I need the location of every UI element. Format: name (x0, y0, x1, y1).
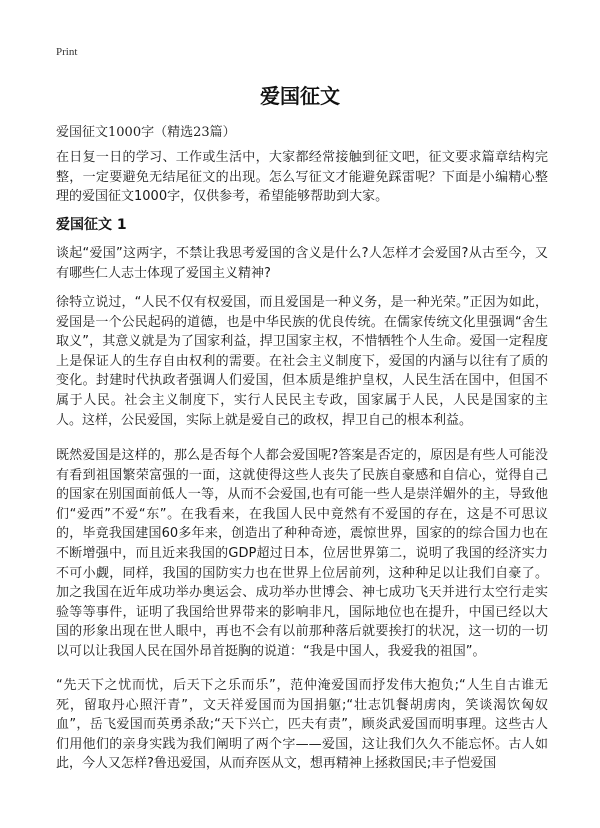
body-paragraph: 徐特立说过，“人民不仅有权爱国，而且爱国是一种义务，是一种光荣。”正因为如此，爱国是一个公民起码的道德，也是中华民族的优良传统。在儒家传统文化里强调“舍生取义”，其意义就是为了国家利益，捍卫国家主权，不惜牺牲个人生命。爱国一定程度上是保证人的生存自由权利的需要。在社会主义制度下，爱国的内涵与以往有了质的变化。封建时代执政者强调人们爱国，但本质是维护皇权，人民生活在国中，但国不属于人民。社会主义制度下，实行人民民主专政，国家属于人民，人民是国家的主人。这样，公民爱国，实际上就是爱自己的政权，捍卫自己的根本利益。 (56, 295, 548, 428)
body-paragraph: 谈起“爱国”这两字，不禁让我思考爱国的含义是什么?人怎样才会爱国?从古至今，又有哪些仁人志士体现了爱国主义精神? (56, 246, 548, 281)
body-paragraph: “先天下之忧而忧，后天下之乐而乐”，范仲淹爱国而抒发伟大抱负;“人生自古谁无死，留取丹心照汗青”，文天祥爱国而为国捐躯;“壮志饥餐胡虏肉，笑谈渴饮匈奴血”，岳飞爱国而英勇杀敌;“天下兴亡，匹夫有责”，顾炎武爱国而明事理。这些古人们用他们的亲身实践为我们阐明了两个字——爱国，这让我们久久不能忘怀。古人如此，今人又怎样?鲁迅爱国，从而弃医从文，想再精神上拯救国民;丰子恺爱国 (56, 678, 548, 772)
section-heading: 爱国征文 1 (56, 217, 127, 233)
body-paragraph: 既然爱国是这样的，那么是否每个人都会爱国呢?答案是否定的，原因是有些人可能没有看到祖国繁荣富强的一面，这就使得这些人丧失了民族自豪感和自信心，觉得自己的国家在别国面前低人一等，从而不会爱国,也有可能一些人是崇洋媚外的主，导致他们“爱西”不爱“东”。在我看来，在我国人民中竟然有不爱国的存在，这是不可思议的，毕竟我国建国60多年来，创造出了种种奇迹，震惊世界，国家的的综合国力也在不断增强中，而且近来我国的GDP超过日本，位居世界第二，说明了我国的经济实力不可小觑，同样，我国的国防实力也在世界上位居前列，这种种足以让我们自豪了。加之我国在近年成功举办奥运会、成功举办世博会、神七成功飞天并进行太空行走实验等等事件，证明了我国给世界带来的影响非凡，国际地位也在提升，中国已经以大国的形象出现在世人眼中，再也不会有以前那种落后就要挨打的状况，这一切的一切以可以让我国人民在国外昂首挺胸的说道：“我是中国人，我爱我的祖国”。 (56, 448, 548, 659)
print-link[interactable]: Print (56, 46, 78, 58)
document-title: 爱国征文 (260, 84, 340, 108)
document-subtitle: 爱国征文1000字（精选23篇） (56, 125, 236, 140)
intro-paragraph: 在日复一日的学习、工作或生活中，大家都经常接触到征文吧，征文要求篇章结构完整，一定要避免无结尾征文的出现。怎么写征文才能避免踩雷呢？下面是小编精心整理的爱国征文1000字，仅供参考，希望能够帮助到大家。 (56, 150, 548, 205)
